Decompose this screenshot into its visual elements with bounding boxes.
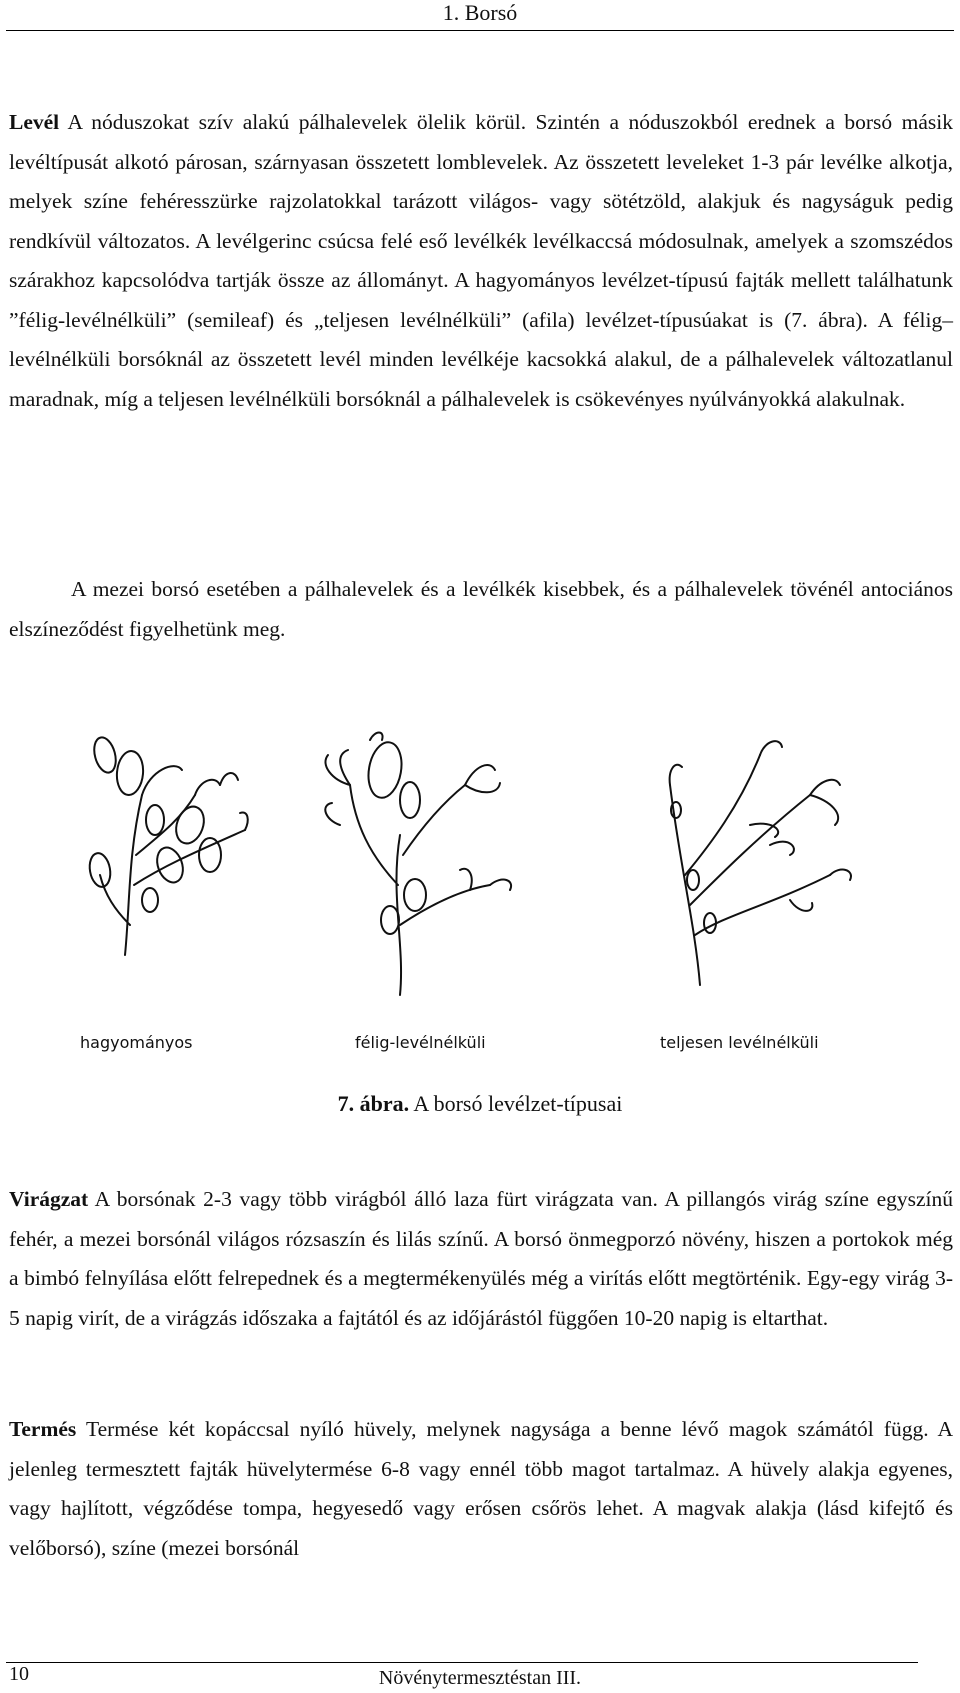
footer-title: Növénytermesztéstan III. <box>378 1667 582 1689</box>
page-number: 10 <box>9 1663 29 1685</box>
plant-semileafless <box>325 733 511 996</box>
term-inflorescence: Virágzat <box>9 1187 89 1211</box>
figure-label-leafless: teljesen levélnélküli <box>660 1033 819 1052</box>
term-leaf: Levél <box>9 110 60 134</box>
figure-label-semileafless: félig-levélnélküli <box>355 1033 486 1052</box>
paragraph-field-pea: A mezei borsó esetében a pálhalevelek és a levélkék kisebbek, és a pálhalevelek tövénél antociános elszíneződést figyelhetünk meg. <box>9 577 953 641</box>
figure-label-conventional: hagyományos <box>80 1033 193 1052</box>
figure-caption <box>0 1091 960 1117</box>
paragraph-leaf-text: A nóduszokat szív alakú pálhalevelek ölelik körül. Szintén a nóduszokból erednek a borsó másik levéltípusát alkotó párosan, szárnyasan összetett lomblevelek. Az összetett leveleket 1-3 pár levélke alkotja, melyek színe fehéresszürke rajzolatokkal tarázott világos- vagy sötétzöld, alakjuk és nagyságuk pedig rendkívül változatos. A levélgerinc csúcsa felé eső levélkék levélkaccsá módosulnak, amelyek a szomszédos szárakhoz kapcsolódva tartják össze az állományt. A hagyományos levélzet-típusú fajták mellett találhatunk ”félig-levélnélküli” (semileaf) és „teljesen levélnélküli” (afila) levélzet-típusúakat is (7. ábra). A félig–levélnélküli borsóknál az összetett levél minden levélkéje kacsokká alakul, de a pálhalevelek változatlanul maradnak, míg a teljesen levélnélküli borsóknál a pálhalevelek is csökevényes nyúlványokká alakulnak. <box>9 110 953 411</box>
figure-caption-number: 7. ábra. <box>337 1091 410 1116</box>
paragraph-inflorescence <box>9 1180 953 1338</box>
paragraph-fruit-text: Termése két kopáccsal nyíló hüvely, melynek nagysága a benne lévő magok számától függ. A jelenleg termesztett fajták hüvelytermése 6-8 vagy ennél több magot tartalmaz. A hüvely alakja egyenes, vagy hajlított, végződése tompa, hegyesedő vagy erősen csőrös lehet. A magvak alakja (lásd kifejtő és velőborsó), színe (mezei borsónál <box>9 1417 953 1560</box>
paragraph-inflorescence-text: A borsónak 2-3 vagy több virágból álló laza fürt virágzata van. A pillangós virág színe egyszínű fehér, a mezei borsónál világos rózsaszín és lilás színű. A borsó önmegporzó növény, hiszen a portokok még a bimbó felnyílása előtt felrepednek és a megtermékenyülés még a virítás előtt megtörténik. Egy-egy virág 3-5 napig virít, de a virágzás időszaka a fajtától és az időjárástól függően 10-20 napig is eltarthat. <box>9 1187 953 1330</box>
plant-conventional <box>87 735 248 955</box>
term-fruit: Termés <box>9 1417 77 1441</box>
plant-leafless <box>670 741 851 985</box>
running-header: 1. Borsó <box>442 0 518 25</box>
figure-leaf-types <box>70 725 870 1065</box>
figure-caption-text: A borsó levélzet-típusai <box>409 1091 623 1116</box>
paragraph-leaf <box>9 103 953 419</box>
leaf-types-drawing <box>70 725 870 1025</box>
header-rule <box>6 30 954 31</box>
paragraph-fruit <box>9 1410 953 1568</box>
footer-rule <box>6 1662 918 1663</box>
